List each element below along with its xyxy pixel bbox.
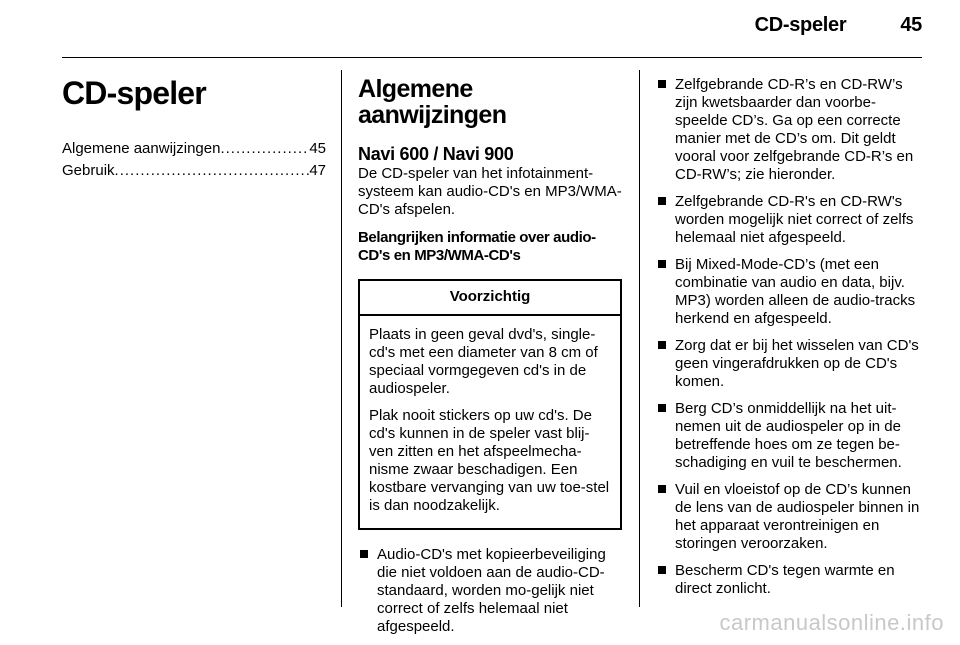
column-divider-2 xyxy=(639,70,640,607)
running-header xyxy=(0,14,922,37)
list-item-text: Audio-CD's met kopieerbeveiliging die niet voldoen aan de audio-CD-standaard, worden mo-gelijk niet correct of zelfs helemaal niet afgespeeld. xyxy=(377,546,606,635)
list-item xyxy=(656,256,924,328)
caution-paragraph: Plak nooit stickers op uw cd's. De cd's kunnen in de speler vast blij-ven zitten en het afspeelmecha-nisme zwaar beschadigen. Een kostbare vervanging van uw toe-stel is dan noodzakelijk. xyxy=(369,407,610,514)
subsection-title: Navi 600 / Navi 900 xyxy=(358,144,514,164)
bullet-square-icon xyxy=(658,197,666,205)
bullet-square-icon xyxy=(658,566,666,574)
bullet-square-icon xyxy=(658,485,666,493)
list-item xyxy=(656,481,924,553)
toc-label: Gebruik xyxy=(62,162,115,179)
column-bullets xyxy=(656,76,924,607)
intro-paragraph: De CD-speler van het infotainment-systeem kan audio-CD's en MP3/WMA-CD's afspelen. xyxy=(358,165,622,218)
list-item-text: Vuil en vloeistof op de CD’s kunnen de lens van de audiospeler binnen in het apparaat verontreinigen en storingen veroorzaken. xyxy=(675,481,920,552)
list-item-text: Zelfgebrande CD-R’s en CD-RW’s zijn kwetsbaarder dan voorbe-speelde CD’s. Ga op een correcte manier met de CD’s om. Dit geldt vooral voor zelfgebrande CD-R’s en CD-RW’s; zie hieronder. xyxy=(675,76,914,183)
list-item xyxy=(656,76,924,184)
list-item-text: Zorg dat er bij het wisselen van CD's geen vingerafdrukken op de CD's komen. xyxy=(675,337,919,390)
column-toc xyxy=(62,76,326,184)
page-number: 45 xyxy=(900,14,922,36)
bullet-square-icon xyxy=(360,550,368,558)
caution-heading: Voorzichtig xyxy=(360,281,620,316)
list-item xyxy=(656,562,924,598)
toc-page: 47 xyxy=(309,162,326,179)
important-heading: Belangrijken informatie over audio-CD's en MP3/WMA-CD's xyxy=(358,229,596,264)
column-main xyxy=(358,76,622,645)
list-item xyxy=(656,337,924,391)
list-item xyxy=(358,546,622,636)
list-item-text: Zelfgebrande CD-R's en CD-RW's worden mogelijk niet correct of zelfs helemaal niet afgespeeld. xyxy=(675,193,914,246)
bullet-list xyxy=(656,76,924,598)
watermark: carmanualsonline.info xyxy=(719,610,944,635)
caution-body xyxy=(360,316,620,528)
toc-entry[interactable] xyxy=(62,140,326,158)
bullet-square-icon xyxy=(658,260,666,268)
list-item-text: Bij Mixed-Mode-CD’s (met een combinatie van audio en data, bijv. MP3) worden alleen de audio-tracks herkend en afgespeeld. xyxy=(675,256,916,327)
caution-paragraph: Plaats in geen geval dvd's, single-cd's met een diameter van 8 cm of speciaal vormgegeven cd's in de audiospeler. xyxy=(369,326,598,397)
toc-page: 45 xyxy=(309,140,326,157)
bullet-square-icon xyxy=(658,80,666,88)
column-divider-1 xyxy=(341,70,342,607)
list-item-text: Bescherm CD's tegen warmte en direct zonlicht. xyxy=(675,562,895,597)
caution-box xyxy=(358,279,622,530)
chapter-title: CD-speler xyxy=(62,75,206,111)
header-title: CD-speler xyxy=(754,14,847,36)
toc-leader xyxy=(115,162,310,180)
toc-entry[interactable] xyxy=(62,162,326,180)
section-title: Algemene aanwijzingen xyxy=(358,75,507,129)
list-item xyxy=(656,193,924,247)
bullet-list xyxy=(358,546,622,636)
toc-label: Algemene aanwijzingen xyxy=(62,140,221,157)
list-item xyxy=(656,400,924,472)
bullet-square-icon xyxy=(658,341,666,349)
toc-leader xyxy=(220,140,309,158)
header-rule xyxy=(62,57,922,58)
bullet-square-icon xyxy=(658,404,666,412)
list-item-text: Berg CD’s onmiddellijk na het uit-nemen uit de audiospeler op in de betreffende hoes om ze tegen be-schadiging en vuil te beschermen. xyxy=(675,400,902,471)
